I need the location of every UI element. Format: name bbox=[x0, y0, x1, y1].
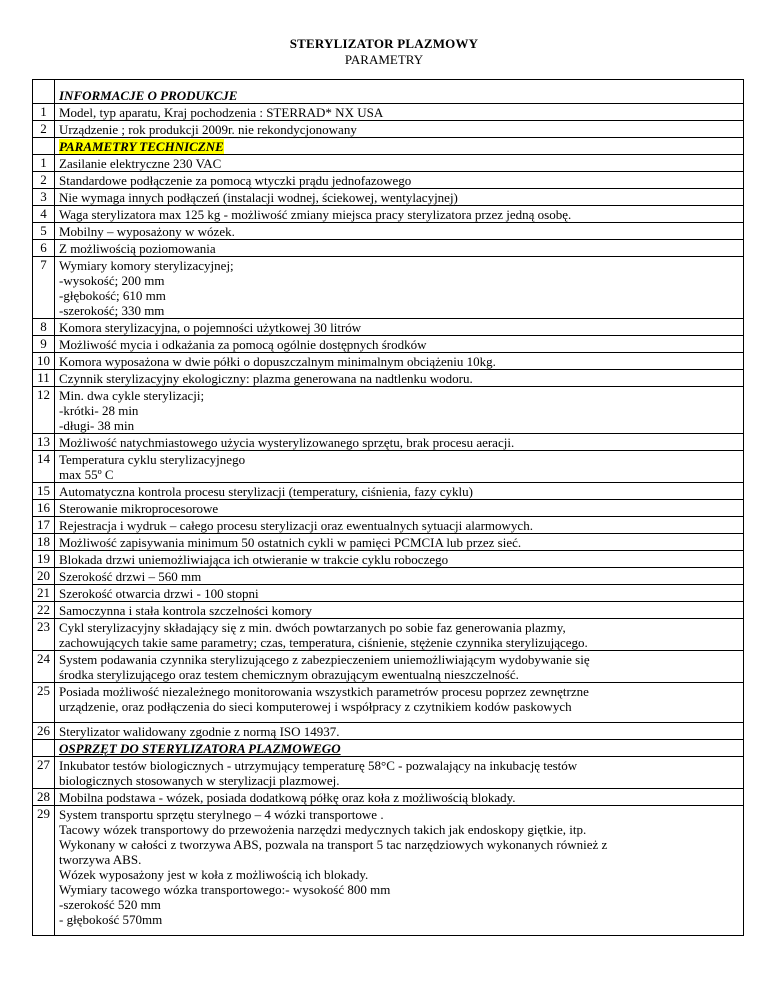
row-number: 23 bbox=[33, 619, 55, 651]
parameter-row bbox=[33, 500, 744, 517]
document-subtitle: PARAMETRY bbox=[344, 52, 424, 67]
parameter-label: Samoczynna i stała kontrola szczelności komory bbox=[59, 603, 313, 618]
row-number: 20 bbox=[33, 568, 55, 585]
parameter-label: Inkubator testów biologicznych - utrzymujący temperaturę 58°C - pozwalający na inkubację testów biologicznych stosowanych w sterylizacji plazmowej. bbox=[59, 758, 578, 788]
parameter-text bbox=[55, 121, 744, 138]
section-header-row bbox=[33, 80, 744, 104]
parameter-text bbox=[55, 517, 744, 534]
parameter-text bbox=[55, 806, 744, 936]
parameter-label: Możliwość mycia i odkażania za pomocą ogólnie dostępnych środków bbox=[59, 337, 427, 352]
parameter-text bbox=[55, 434, 744, 451]
parameter-row bbox=[33, 651, 744, 683]
parameter-text bbox=[55, 757, 744, 789]
parameter-text bbox=[55, 353, 744, 370]
parameter-text bbox=[55, 619, 744, 651]
parameter-row bbox=[33, 353, 744, 370]
parameter-label: System transportu sprzętu sterylnego – 4 wózki transportowe . Tacowy wózek transportowy do przewożenia narzędzi medycznych takich jak endoskopy giętkie, itp. Wykonany w całości z tworzywa ABS, pozwala na transport 5 tac narzędziowych wykonanych również z tworzywa ABS. Wózek wyposażony jest w koła z możliwością ich blokady. Wymiary tacowego wózka transportowego:- wysokość 800 mm -szerokość 520 mm - głębokość 570mm bbox=[59, 807, 608, 927]
parameter-text bbox=[55, 789, 744, 806]
parameter-label: Mobilna podstawa - wózek, posiada dodatkową półkę oraz koła z możliwością blokady. bbox=[59, 790, 516, 805]
parameter-text bbox=[55, 451, 744, 483]
row-number: 22 bbox=[33, 602, 55, 619]
parameter-row bbox=[33, 806, 744, 936]
parameter-row bbox=[33, 534, 744, 551]
parameter-text bbox=[55, 206, 744, 223]
section-header-label: PARAMETRY TECHNICZNE bbox=[59, 139, 224, 154]
section-header bbox=[55, 80, 744, 104]
parameter-row bbox=[33, 483, 744, 500]
parameter-label: Z możliwością poziomowania bbox=[59, 241, 216, 256]
parameter-text bbox=[55, 585, 744, 602]
parameter-label: Szerokość otwarcia drzwi - 100 stopni bbox=[59, 586, 259, 601]
parameter-row bbox=[33, 104, 744, 121]
section-header-label: INFORMACJE O PRODUKCJE bbox=[59, 88, 238, 103]
parameter-text bbox=[55, 723, 744, 740]
parameter-row bbox=[33, 336, 744, 353]
parameter-label: Model, typ aparatu, Kraj pochodzenia : STERRAD* NX USA bbox=[59, 105, 384, 120]
parameter-row bbox=[33, 551, 744, 568]
row-number: 21 bbox=[33, 585, 55, 602]
parameter-text bbox=[55, 370, 744, 387]
parameter-row bbox=[33, 451, 744, 483]
parameter-row bbox=[33, 121, 744, 138]
row-number: 25 bbox=[33, 683, 55, 723]
parameter-row bbox=[33, 155, 744, 172]
parameter-text bbox=[55, 568, 744, 585]
parameter-row bbox=[33, 240, 744, 257]
parameter-text bbox=[55, 155, 744, 172]
row-number: 12 bbox=[33, 387, 55, 434]
row-number bbox=[33, 80, 55, 104]
section-header bbox=[55, 740, 744, 757]
parameter-label: Nie wymaga innych podłączeń (instalacji wodnej, ściekowej, wentylacyjnej) bbox=[59, 190, 458, 205]
parameter-text bbox=[55, 172, 744, 189]
parameter-label: Czynnik sterylizacyjny ekologiczny: plazma generowana na nadtlenku wodoru. bbox=[59, 371, 473, 386]
parameter-label: Sterylizator walidowany zgodnie z normą ISO 14937. bbox=[59, 724, 340, 739]
row-number: 16 bbox=[33, 500, 55, 517]
row-number: 15 bbox=[33, 483, 55, 500]
parameter-row bbox=[33, 172, 744, 189]
parameter-text bbox=[55, 104, 744, 121]
parameter-text bbox=[55, 602, 744, 619]
parameter-label: Wymiary komory sterylizacyjnej; -wysokość; 200 mm -głębokość; 610 mm -szerokość; 330 mm bbox=[59, 258, 234, 318]
parameter-label: Rejestracja i wydruk – całego procesu sterylizacji oraz ewentualnych sytuacji alarmowych. bbox=[59, 518, 533, 533]
parameter-label: Mobilny – wyposażony w wózek. bbox=[59, 224, 235, 239]
parameter-label: Komora sterylizacyjna, o pojemności użytkowej 30 litrów bbox=[59, 320, 362, 335]
parameter-text bbox=[55, 483, 744, 500]
row-number: 14 bbox=[33, 451, 55, 483]
parameter-row bbox=[33, 434, 744, 451]
parameter-text bbox=[55, 319, 744, 336]
parameters-table bbox=[32, 79, 744, 936]
parameter-row bbox=[33, 683, 744, 723]
parameter-text bbox=[55, 551, 744, 568]
parameter-text bbox=[55, 336, 744, 353]
row-number: 8 bbox=[33, 319, 55, 336]
parameter-text bbox=[55, 240, 744, 257]
section-header bbox=[55, 138, 744, 155]
row-number: 27 bbox=[33, 757, 55, 789]
row-number: 7 bbox=[33, 257, 55, 319]
parameter-text bbox=[55, 223, 744, 240]
parameter-label: Komora wyposażona w dwie półki o dopuszczalnym minimalnym obciążeniu 10kg. bbox=[59, 354, 496, 369]
parameter-label: Urządzenie ; rok produkcji 2009r. nie rekondycjonowany bbox=[59, 122, 357, 137]
row-number: 24 bbox=[33, 651, 55, 683]
parameter-label: Możliwość zapisywania minimum 50 ostatnich cykli w pamięci PCMCIA lub przez sieć. bbox=[59, 535, 522, 550]
parameter-label: Możliwość natychmiastowego użycia wysterylizowanego sprzętu, brak procesu aeracji. bbox=[59, 435, 515, 450]
parameter-row bbox=[33, 619, 744, 651]
row-number: 26 bbox=[33, 723, 55, 740]
parameter-label: Szerokość drzwi – 560 mm bbox=[59, 569, 202, 584]
row-number: 5 bbox=[33, 223, 55, 240]
parameter-row bbox=[33, 568, 744, 585]
row-number: 29 bbox=[33, 806, 55, 936]
row-number: 3 bbox=[33, 189, 55, 206]
parameter-label: Posiada możliwość niezależnego monitorowania wszystkich parametrów procesu poprzez zewnętrzne urządzenie, oraz podłączenia do sieci komputerowej i współpracy z czytnikiem kodów paskowych bbox=[59, 684, 589, 714]
parameter-row bbox=[33, 585, 744, 602]
parameter-label: Blokada drzwi uniemożliwiająca ich otwieranie w trakcie cyklu roboczego bbox=[59, 552, 449, 567]
row-number: 13 bbox=[33, 434, 55, 451]
row-number: 19 bbox=[33, 551, 55, 568]
parameter-row bbox=[33, 602, 744, 619]
row-number: 18 bbox=[33, 534, 55, 551]
parameter-row bbox=[33, 517, 744, 534]
row-number: 6 bbox=[33, 240, 55, 257]
row-number: 11 bbox=[33, 370, 55, 387]
parameter-row bbox=[33, 370, 744, 387]
parameter-label: Zasilanie elektryczne 230 VAC bbox=[59, 156, 222, 171]
row-number: 17 bbox=[33, 517, 55, 534]
parameter-text bbox=[55, 189, 744, 206]
parameter-row bbox=[33, 206, 744, 223]
parameter-text bbox=[55, 683, 744, 723]
row-number: 2 bbox=[33, 121, 55, 138]
parameter-row bbox=[33, 387, 744, 434]
row-number: 9 bbox=[33, 336, 55, 353]
row-number: 2 bbox=[33, 172, 55, 189]
parameter-label: Standardowe podłączenie za pomocą wtyczki prądu jednofazowego bbox=[59, 173, 412, 188]
parameter-label: Sterowanie mikroprocesorowe bbox=[59, 501, 219, 516]
section-header-row bbox=[33, 740, 744, 757]
parameter-text bbox=[55, 651, 744, 683]
row-number bbox=[33, 740, 55, 757]
row-number: 1 bbox=[33, 104, 55, 121]
parameter-text bbox=[55, 257, 744, 319]
section-header-label: OSPRZĘT DO STERYLIZATORA PLAZMOWEGO bbox=[59, 741, 341, 756]
parameter-label: Automatyczna kontrola procesu sterylizacji (temperatury, ciśnienia, fazy cyklu) bbox=[59, 484, 473, 499]
row-number: 1 bbox=[33, 155, 55, 172]
row-number bbox=[33, 138, 55, 155]
row-number: 28 bbox=[33, 789, 55, 806]
row-number: 4 bbox=[33, 206, 55, 223]
parameter-row bbox=[33, 757, 744, 789]
parameter-label: Temperatura cyklu sterylizacyjnego max 55º C bbox=[59, 452, 246, 482]
row-number: 10 bbox=[33, 353, 55, 370]
parameter-text bbox=[55, 500, 744, 517]
parameter-label: Cykl sterylizacyjny składający się z min. dwóch powtarzanych po sobie faz generowania plazmy, zachowujących takie same parametry; czas, temperatura, ciśnienie, stężenie czynnika sterylizującego. bbox=[59, 620, 588, 650]
parameter-label: System podawania czynnika sterylizującego z zabezpieczeniem uniemożliwiającym wydobywanie się środka sterylizującego oraz testem chemicznym obrazującym ewentualną nieszczelność. bbox=[59, 652, 590, 682]
parameter-row bbox=[33, 257, 744, 319]
section-header-row bbox=[33, 138, 744, 155]
parameter-row bbox=[33, 789, 744, 806]
parameter-text bbox=[55, 387, 744, 434]
document-title: STERYLIZATOR PLAZMOWY bbox=[289, 36, 479, 51]
parameter-row bbox=[33, 189, 744, 206]
parameter-row bbox=[33, 223, 744, 240]
parameter-label: Min. dwa cykle sterylizacji; -krótki- 28 min -długi- 38 min bbox=[59, 388, 205, 433]
parameter-text bbox=[55, 534, 744, 551]
parameter-label: Waga sterylizatora max 125 kg - możliwość zmiany miejsca pracy sterylizatora przez jedną osobę. bbox=[59, 207, 572, 222]
parameter-row bbox=[33, 723, 744, 740]
parameter-row bbox=[33, 319, 744, 336]
